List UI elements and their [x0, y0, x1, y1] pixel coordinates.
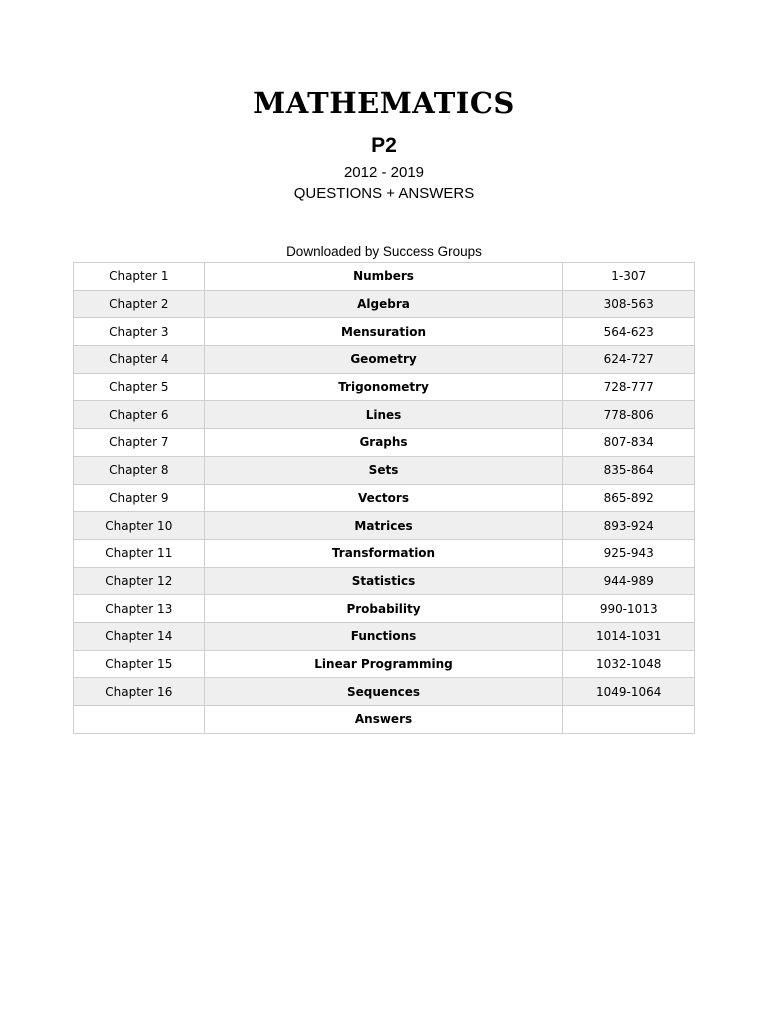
topic-cell: Answers	[204, 706, 563, 734]
table-row	[74, 456, 695, 484]
chapter-cell	[74, 706, 205, 734]
topic-cell: Linear Programming	[204, 650, 563, 678]
page-range-cell: 807-834	[563, 429, 695, 457]
chapter-cell: Chapter 11	[74, 539, 205, 567]
chapter-cell: Chapter 1	[74, 263, 205, 291]
table-row	[74, 678, 695, 706]
table-row	[74, 595, 695, 623]
page-range-cell: 865-892	[563, 484, 695, 512]
downloaded-by-note: Downloaded by Success Groups	[286, 244, 482, 259]
document-subtitle: QUESTIONS + ANSWERS	[293, 185, 475, 202]
chapter-cell: Chapter 15	[74, 650, 205, 678]
topic-cell: Lines	[204, 401, 563, 429]
table-row	[74, 346, 695, 374]
chapter-cell: Chapter 12	[74, 567, 205, 595]
table-row	[74, 401, 695, 429]
contents-table-body	[74, 263, 695, 734]
table-row	[74, 290, 695, 318]
topic-cell: Sequences	[204, 678, 563, 706]
page-range-cell: 1014-1031	[563, 622, 695, 650]
chapter-cell: Chapter 9	[74, 484, 205, 512]
topic-cell: Algebra	[204, 290, 563, 318]
page-range-cell: 925-943	[563, 539, 695, 567]
page-range-cell: 835-864	[563, 456, 695, 484]
table-row	[74, 373, 695, 401]
table-row	[74, 567, 695, 595]
topic-cell: Probability	[204, 595, 563, 623]
topic-cell: Trigonometry	[204, 373, 563, 401]
table-row	[74, 622, 695, 650]
table-row	[74, 263, 695, 291]
page-range-cell: 564-623	[563, 318, 695, 346]
page-range-cell: 728-777	[563, 373, 695, 401]
page-range-cell	[563, 706, 695, 734]
page-range-cell: 308-563	[563, 290, 695, 318]
topic-cell: Sets	[204, 456, 563, 484]
chapter-cell: Chapter 8	[74, 456, 205, 484]
topic-cell: Functions	[204, 622, 563, 650]
contents-table	[73, 262, 695, 734]
chapter-cell: Chapter 10	[74, 512, 205, 540]
chapter-cell: Chapter 3	[74, 318, 205, 346]
document-title: MATHEMATICS	[253, 86, 515, 120]
topic-cell: Matrices	[204, 512, 563, 540]
chapter-cell: Chapter 13	[74, 595, 205, 623]
table-row	[74, 512, 695, 540]
topic-cell: Vectors	[204, 484, 563, 512]
chapter-cell: Chapter 5	[74, 373, 205, 401]
page-range-cell: 1-307	[563, 263, 695, 291]
page-range-cell: 778-806	[563, 401, 695, 429]
chapter-cell: Chapter 6	[74, 401, 205, 429]
topic-cell: Numbers	[204, 263, 563, 291]
year-range: 2012 - 2019	[343, 164, 425, 181]
table-row	[74, 484, 695, 512]
topic-cell: Mensuration	[204, 318, 563, 346]
table-row	[74, 650, 695, 678]
chapter-cell: Chapter 4	[74, 346, 205, 374]
chapter-cell: Chapter 16	[74, 678, 205, 706]
topic-cell: Transformation	[204, 539, 563, 567]
page-range-cell: 893-924	[563, 512, 695, 540]
page-range-cell: 1049-1064	[563, 678, 695, 706]
table-row	[74, 318, 695, 346]
chapter-cell: Chapter 7	[74, 429, 205, 457]
chapter-cell: Chapter 2	[74, 290, 205, 318]
table-row	[74, 539, 695, 567]
page-range-cell: 624-727	[563, 346, 695, 374]
page-range-cell: 990-1013	[563, 595, 695, 623]
page-range-cell: 944-989	[563, 567, 695, 595]
chapter-cell: Chapter 14	[74, 622, 205, 650]
topic-cell: Statistics	[204, 567, 563, 595]
topic-cell: Geometry	[204, 346, 563, 374]
page-range-cell: 1032-1048	[563, 650, 695, 678]
table-row	[74, 429, 695, 457]
table-row	[74, 706, 695, 734]
topic-cell: Graphs	[204, 429, 563, 457]
paper-label: P2	[371, 134, 397, 157]
